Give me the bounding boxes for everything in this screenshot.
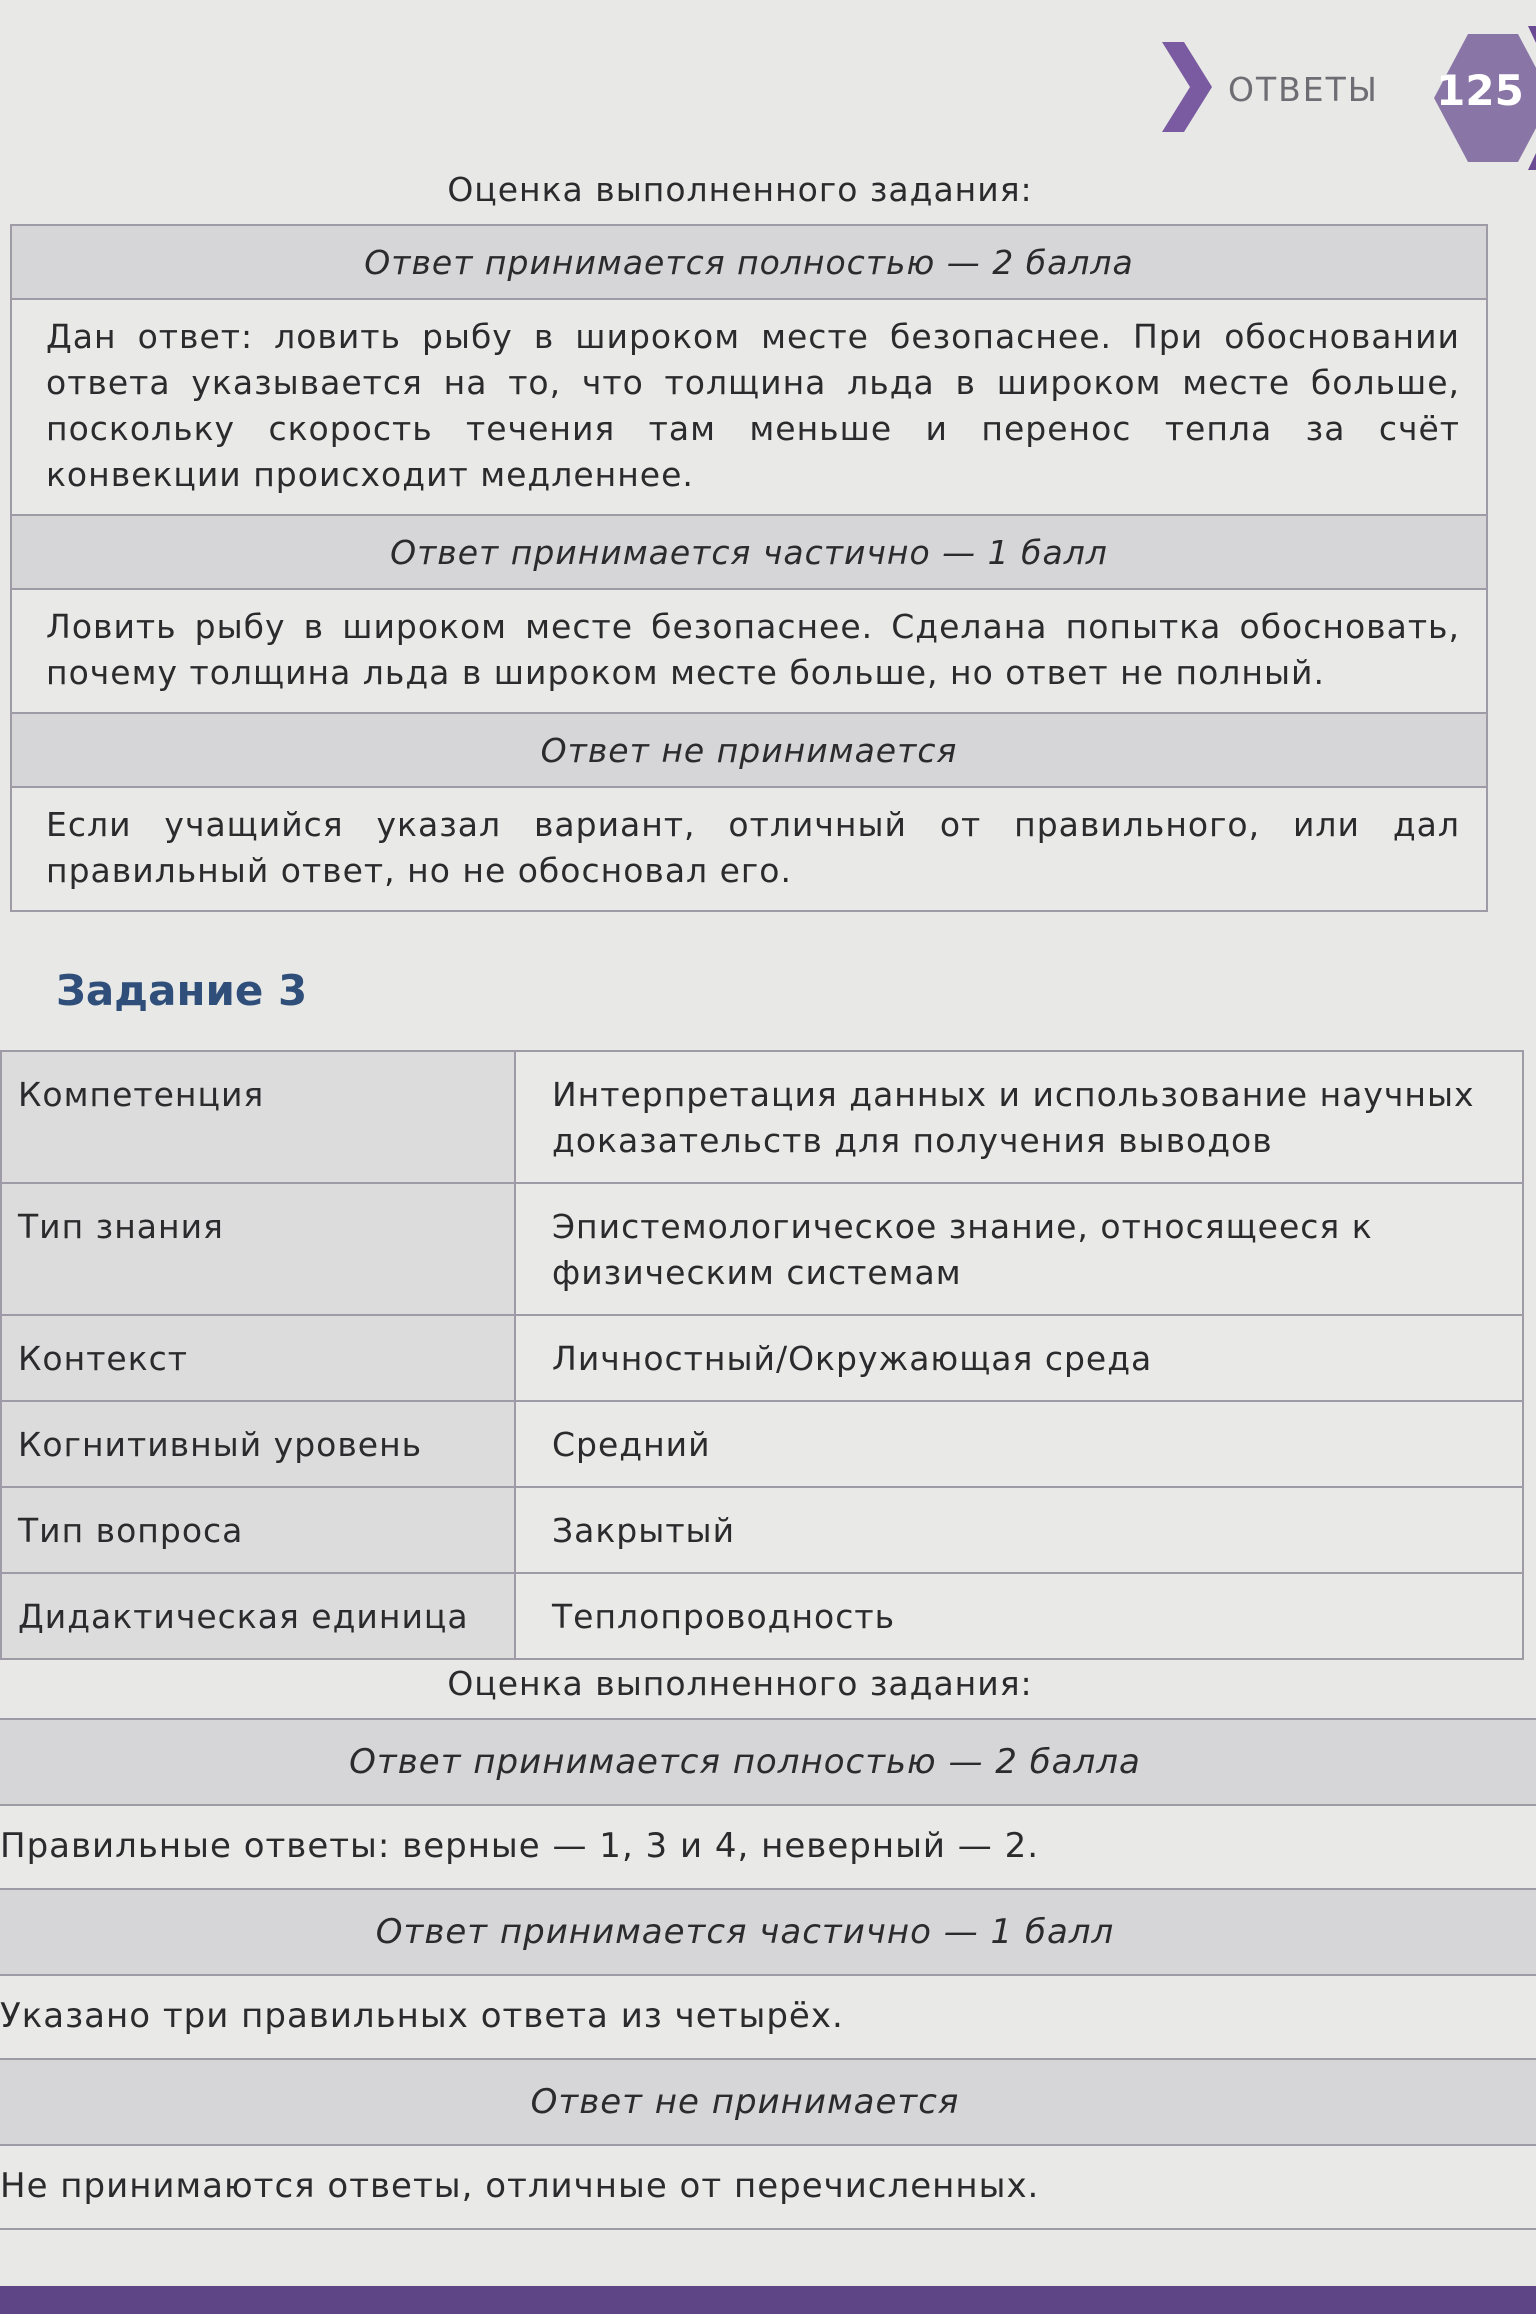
score-description-band	[0, 2144, 1536, 2230]
characteristic-value: Личностный/Окружающая среда	[515, 1315, 1523, 1401]
chevron-right-icon	[1162, 42, 1212, 132]
score-description-partial: Указано три правильных ответа из четырёх.	[0, 1996, 844, 2036]
characteristic-key: Тип знания	[1, 1183, 515, 1315]
score-description-none: Не принимаются ответы, отличные от перечисленных.	[0, 2166, 1040, 2206]
score-description-none: Если учащийся указал вариант, отличный от правильного, или дал правильный ответ, но не обосновал его.	[11, 787, 1487, 911]
score-description-full: Правильные ответы: верные — 1, 3 и 4, неверный — 2.	[0, 1826, 1040, 1866]
table-row	[1, 1573, 1523, 1659]
section-label: ОТВЕТЫ	[1228, 70, 1379, 109]
score-header-partial: Ответ принимается частично — 1 балл	[11, 515, 1487, 589]
score-description-band	[0, 1974, 1536, 2058]
table-row	[11, 589, 1487, 713]
table-row	[1, 1183, 1523, 1315]
evaluation-title: Оценка выполненного задания:	[447, 1664, 1033, 1703]
page-number: 125	[1436, 66, 1524, 115]
task-characteristics-table	[0, 1050, 1524, 1660]
score-description-partial: Ловить рыбу в широком месте безопаснее. Сделана попытка обосновать, почему толщина льда в широком месте больше, но ответ не полный.	[11, 589, 1487, 713]
table-row	[11, 225, 1487, 299]
table-row	[11, 787, 1487, 911]
characteristic-value: Средний	[515, 1401, 1523, 1487]
task-heading: Задание 3	[56, 966, 308, 1015]
characteristic-value: Интерпретация данных и использование научных доказательств для получения выводов	[515, 1051, 1523, 1183]
table-row	[11, 713, 1487, 787]
characteristic-value: Теплопроводность	[515, 1573, 1523, 1659]
score-description-full: Дан ответ: ловить рыбу в широком месте безопаснее. При обосновании ответа указывается на то, что толщина льда в широком месте больше, поскольку скорость течения там меньше и перенос тепла за счёт конвекции происходит медленнее.	[11, 299, 1487, 515]
score-header-band	[0, 1888, 1536, 1974]
table-row	[1, 1487, 1523, 1573]
table-row	[11, 515, 1487, 589]
score-header-none: Ответ не принимается	[11, 713, 1487, 787]
score-header-full: Ответ принимается полностью — 2 балла	[349, 1742, 1141, 1782]
characteristic-key: Компетенция	[1, 1051, 515, 1183]
page-bottom-strip	[0, 2286, 1536, 2314]
score-description-band	[0, 1804, 1536, 1888]
score-header-full: Ответ принимается полностью — 2 балла	[11, 225, 1487, 299]
characteristic-key: Тип вопроса	[1, 1487, 515, 1573]
characteristic-key: Когнитивный уровень	[1, 1401, 515, 1487]
score-header-none: Ответ не принимается	[530, 2082, 960, 2122]
characteristic-key: Контекст	[1, 1315, 515, 1401]
table-row	[1, 1051, 1523, 1183]
table-row	[1, 1401, 1523, 1487]
score-header-partial: Ответ принимается частично — 1 балл	[375, 1912, 1115, 1952]
score-header-band	[0, 1718, 1536, 1804]
characteristic-value: Закрытый	[515, 1487, 1523, 1573]
evaluation-table	[10, 224, 1488, 912]
table-row	[11, 299, 1487, 515]
characteristic-value: Эпистемологическое знание, относящееся к физическим системам	[515, 1183, 1523, 1315]
score-header-band	[0, 2058, 1536, 2144]
evaluation-title: Оценка выполненного задания:	[447, 170, 1033, 209]
table-row	[1, 1315, 1523, 1401]
characteristic-key: Дидактическая единица	[1, 1573, 515, 1659]
